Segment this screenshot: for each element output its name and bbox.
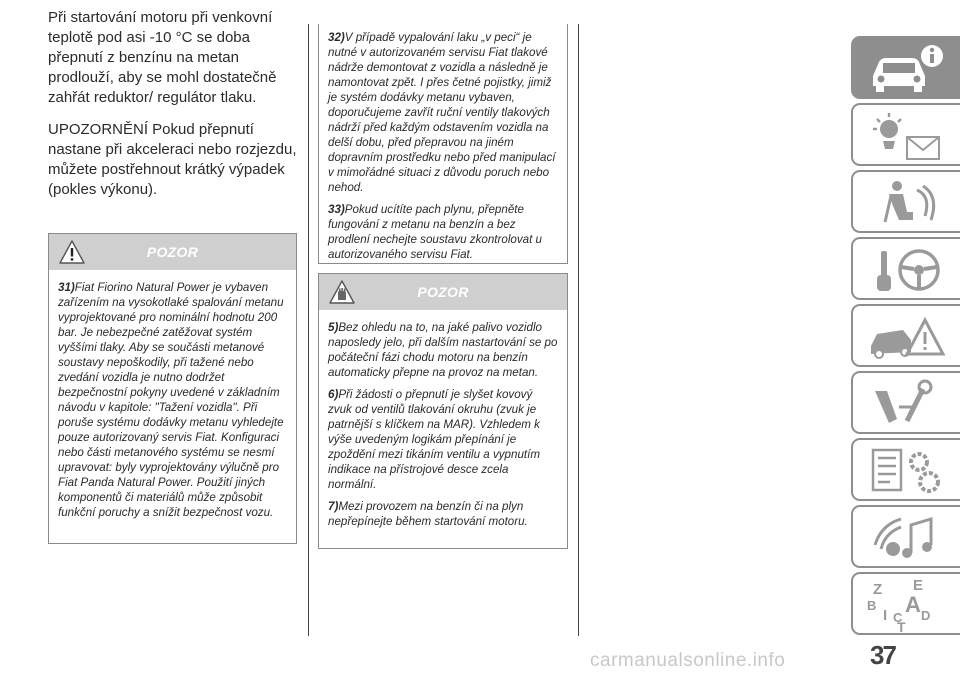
tab-starting-driving[interactable]: [851, 237, 960, 300]
note-text: Mezi provozem na benzín či na plyn nepřepínejte během startování motoru.: [328, 500, 528, 528]
column-divider: [308, 24, 309, 636]
tab-maintenance[interactable]: [851, 371, 960, 434]
warning-box-right-bottom: [318, 273, 568, 549]
warning-box-right-top: [318, 24, 568, 264]
warning-body: [319, 24, 567, 277]
note-number: 5): [328, 321, 339, 334]
warning-title: POZOR: [146, 244, 199, 260]
note-number: 6): [328, 388, 339, 401]
left-column: [48, 8, 298, 212]
warning-box-left: [48, 233, 297, 544]
alphabetical-index-icon: [867, 578, 947, 633]
warning-body: [319, 310, 567, 544]
warning-body: [49, 270, 296, 535]
note-text: Bez ohledu na to, na jaké palivo vozidlo naposledy jelo, při dalším nastartování se po počáteční fázi chodu motoru na benzín automaticky přepne na provoz na metan.: [328, 321, 558, 379]
tab-multimedia[interactable]: [851, 505, 960, 568]
warning-title: POZOR: [417, 284, 469, 300]
key-steering-wheel-icon: [867, 243, 947, 298]
note-number: 31): [58, 281, 75, 294]
tab-index[interactable]: [851, 572, 960, 635]
maintenance-tools-icon: [867, 377, 947, 432]
warning-lights-message-icon: [867, 109, 947, 164]
seat-airbag-icon: [867, 176, 947, 231]
note-6: [328, 387, 558, 492]
note-text: Fiat Fiorino Natural Power je vybaven zařízením na vysokotlaké spalování metanu vyprojektované pro nominální hodnotu 200 bar. Je nebezpečné zatěžovat systém vyššími tlaky. Aby se součásti metanové soustavy nepoškodily, při tažené nebo zvedání vozidla je nutno dodržet bezpečnostní pokyny uvedené v základním návodu v kapitole: "Tažení vozidla". Při poruše systému dodávky metanu vyhledejte pouze autorizovaný servis Fiat. Konfiguraci nebo části metanového systému se nesmí upravovat: byly vyprojektovány výlučně pro Fiat Panda Natural Power. Použití jiných komponentů či materiálů může způsobit funkční poruchy a snížit bezpečnost vozu.: [58, 281, 284, 519]
note-5: [328, 320, 558, 380]
index-letter: B: [867, 598, 877, 613]
tab-safety[interactable]: [851, 170, 960, 233]
watermark: carmanualsonline.info: [590, 650, 786, 671]
index-letter: A: [905, 592, 921, 617]
warning-header: [319, 274, 567, 310]
tab-emergency[interactable]: [851, 304, 960, 367]
note-number: 33): [328, 203, 345, 216]
note-31: [58, 280, 287, 520]
note-text: Pokud ucítíte pach plynu, přepněte fungování z metanu na benzín a bez prodlení nechejte soustavu zkontrolovat u autorizovaného servisu Fiat.: [328, 203, 542, 261]
tab-technical-data[interactable]: [851, 438, 960, 501]
index-letter: I: [883, 607, 888, 624]
technical-data-gears-icon: [867, 444, 947, 499]
index-letter: E: [913, 578, 924, 594]
index-letter: Z: [873, 581, 883, 598]
tab-car-info[interactable]: [851, 36, 960, 99]
index-letter: D: [921, 608, 931, 623]
note-7: [328, 499, 558, 529]
accident-warning-triangle-icon: [867, 310, 947, 365]
multimedia-music-icon: [867, 511, 947, 566]
note-number: 32): [328, 31, 345, 44]
note-33: [328, 202, 558, 262]
warning-header: [49, 234, 296, 270]
page-number: 37: [870, 640, 895, 670]
paragraph-notice-switch: UPOZORNĚNÍ Pokud přepnutí nastane při akceleraci nebo rozjezdu, můžete postřehnout krátký výpadek (pokles výkonu).: [48, 121, 297, 198]
note-number: 7): [328, 500, 339, 513]
note-text: V případě vypalování laku „v peci“ je nutné v autorizovaném servisu Fiat tlakové nádrže demontovat z vozidla a následně je namontovat zpět. I přes četné pojistky, jimiž je systém dodávky metanu vybaven, doporučujeme zavřít ruční ventily tlakových nádrží před každým odstavením vozidla na delší dobu, před přepravou na jiném dopravním prostředku nebo před manipulací v mimořádné situaci z důvodu poruch nebo nehod.: [328, 31, 556, 194]
tab-warning-lights[interactable]: [851, 103, 960, 166]
paragraph-cold-start: Při startování motoru při venkovní teplotě pod asi -10 °C se doba přepnutí z benzínu na metan prodlouží, aby se mohl dostatečně zahřát reduktor/ regulátor tlaku.: [48, 9, 277, 106]
index-letter: T: [897, 619, 906, 633]
note-text: Při žádosti o přepnutí je slyšet kovový zvuk od ventilů tlakování okruhu (zvuk je patrnější s klíčkem na MAR). Vzhledem k výše uvedeným logikám přepínání je zpoždění mezi tikáním ventilu a vypnutím indikace na přístrojové desce zcela normální.: [328, 388, 541, 491]
note-32: [328, 30, 558, 195]
car-info-icon: [867, 42, 947, 97]
index-letter: C: [893, 610, 903, 625]
column-divider: [578, 24, 579, 636]
